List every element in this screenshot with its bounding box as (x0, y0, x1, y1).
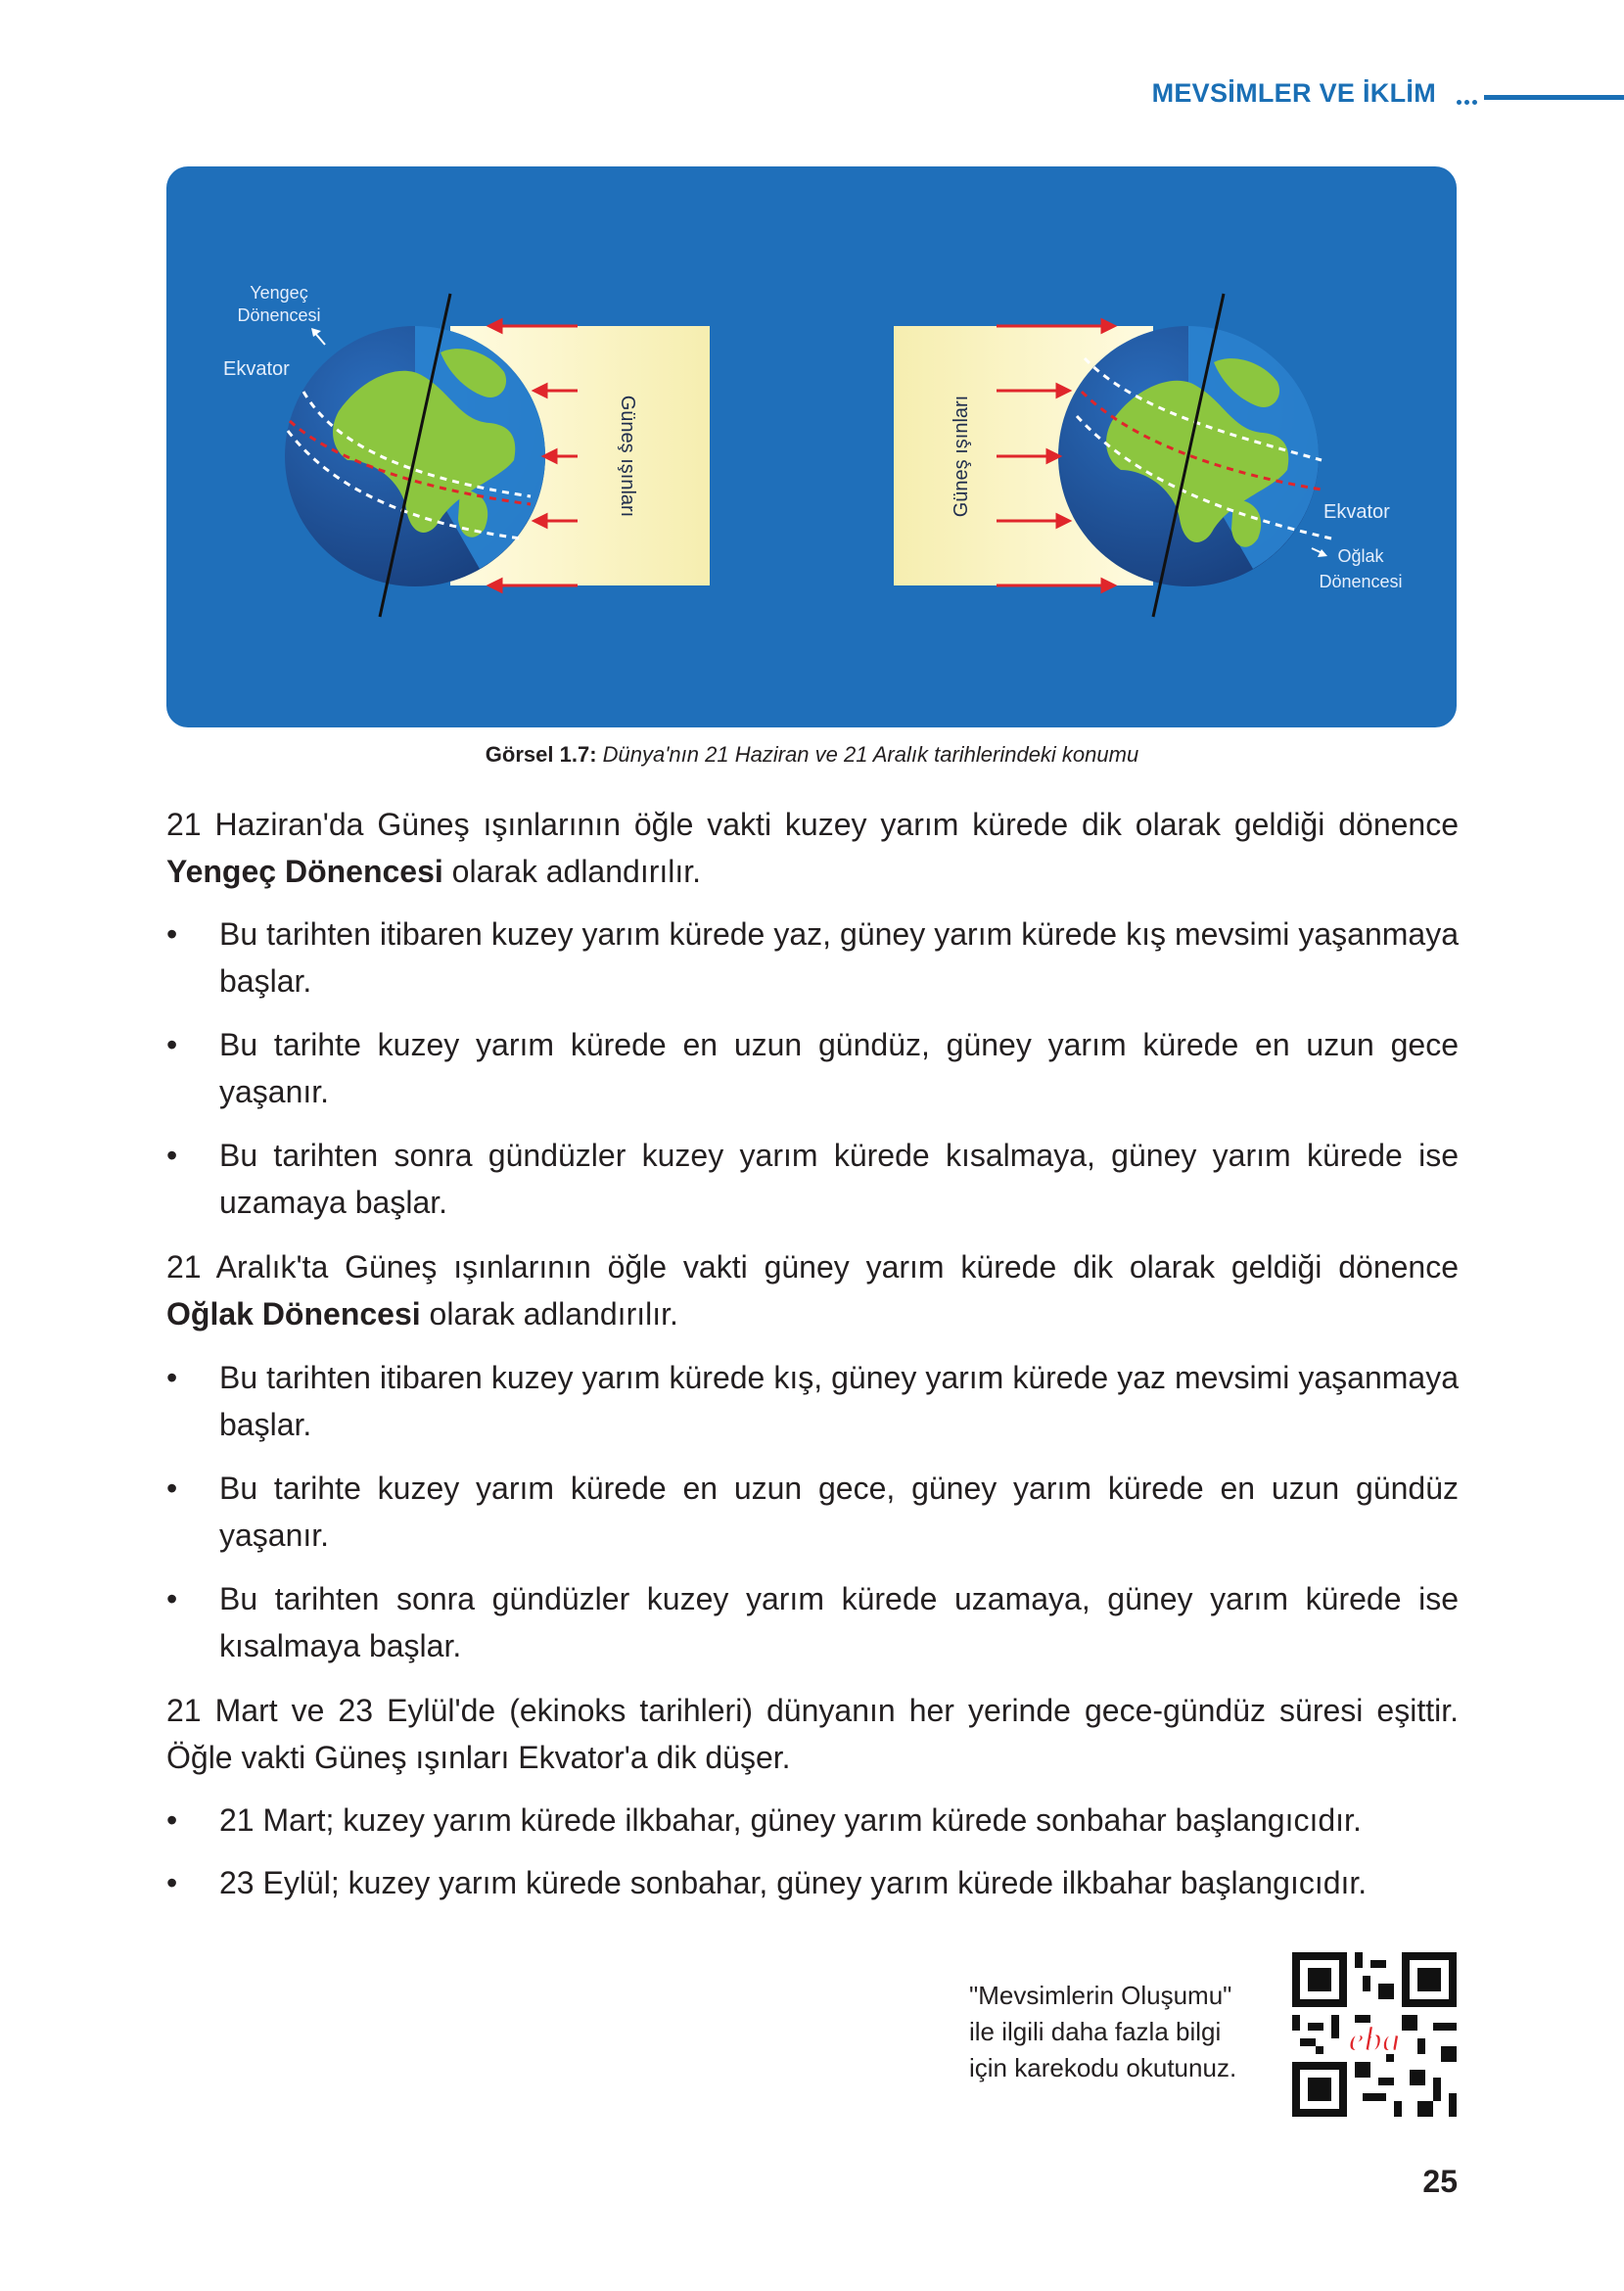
qr-note-line-2: ile ilgili daha fazla bilgi (969, 2017, 1222, 2046)
caption-text: Dünya'nın 21 Haziran ve 21 Aralık tarihlerindeki konumu (602, 742, 1139, 767)
december-intro-text: 21 Aralık'ta Güneş ışınlarının öğle vakti güney yarım kürede dik olarak geldiği dönence (166, 1249, 1459, 1285)
equinox-bullet-2: 23 Eylül; kuzey yarım kürede sonbahar, güney yarım kürede ilkbahar başlangıcıdır. (219, 1865, 1368, 1900)
earth-solstice-diagram (166, 166, 1457, 727)
equator-label-right: Ekvator (1323, 501, 1390, 523)
equinox-intro: 21 Mart ve 23 Eylül'de (ekinoks tarihleri) dünyanın her yerinde gece-gündüz süresi eşittir. Öğle vakti Güneş ışınları Ekvator'a dik düşer. (166, 1693, 1459, 1775)
header-dots (1457, 92, 1486, 98)
qr-note (969, 1978, 1282, 2086)
june-bullet-1: Bu tarihten itibaren kuzey yarım kürede yaz, güney yarım kürede kış mevsimi yaşanmaya başlar. (219, 916, 1459, 999)
list-item: • Bu tarihten sonra gündüzler kuzey yarım kürede kısalmaya, güney yarım kürede ise uzamaya başlar. (166, 1132, 1459, 1226)
list-item: • 21 Mart; kuzey yarım kürede ilkbahar, güney yarım kürede sonbahar başlangıcıdır. (166, 1797, 1459, 1844)
tropic-label-right-1: Oğlak (1337, 546, 1384, 566)
equinox-bullet-1: 21 Mart; kuzey yarım kürede ilkbahar, güney yarım kürede sonbahar başlangıcıdır. (219, 1802, 1362, 1838)
list-item: • Bu tarihten itibaren kuzey yarım kürede kış, güney yarım kürede yaz mevsimi yaşanmaya başlar. (166, 1354, 1459, 1448)
eba-logo: eba (1348, 2018, 1401, 2059)
june-outro: olarak adlandırılır. (451, 854, 702, 889)
chapter-title: MEVSİMLER VE İKLİM (1151, 78, 1436, 108)
qr-code[interactable] (1292, 1952, 1457, 2117)
seasons-figure (166, 166, 1457, 727)
rays-label-left: Güneş ışınları (617, 395, 638, 518)
june-bullet-2: Bu tarihte kuzey yarım kürede en uzun gündüz, güney yarım kürede en uzun gece yaşanır. (219, 1027, 1459, 1109)
list-item: • Bu tarihte kuzey yarım kürede en uzun gündüz, güney yarım kürede en uzun gece yaşanır. (166, 1021, 1459, 1115)
rays-label-right: Güneş ışınları (951, 395, 972, 518)
page-number: 25 (1422, 2164, 1458, 2199)
figure-caption (0, 742, 1624, 768)
header-rule (1484, 95, 1624, 100)
qr-note-line-1: "Mevsimlerin Oluşumu" (969, 1981, 1232, 2010)
tropic-label-right-2: Dönencesi (1319, 572, 1403, 591)
tropic-label-left-2: Dönencesi (237, 305, 321, 325)
june-keyword: Yengeç Dönencesi (166, 854, 443, 889)
list-item: • Bu tarihten itibaren kuzey yarım kürede yaz, güney yarım kürede kış mevsimi yaşanmaya başlar. (166, 911, 1459, 1005)
list-item: • Bu tarihten sonra gündüzler kuzey yarım kürede uzamaya, güney yarım kürede ise kısalmaya başlar. (166, 1575, 1459, 1669)
december-bullet-3: Bu tarihten sonra gündüzler kuzey yarım kürede uzamaya, güney yarım kürede ise kısalmaya başlar. (219, 1581, 1459, 1663)
list-item: • Bu tarihte kuzey yarım kürede en uzun gece, güney yarım kürede en uzun gündüz yaşanır. (166, 1465, 1459, 1559)
december-bullet-1: Bu tarihten itibaren kuzey yarım kürede kış, güney yarım kürede yaz mevsimi yaşanmaya başlar. (219, 1360, 1459, 1442)
qr-note-line-3: için karekodu okutunuz. (969, 2053, 1237, 2082)
december-intro (166, 1243, 1459, 1337)
caption-label: Görsel 1.7: (485, 742, 597, 767)
list-item: • 23 Eylül; kuzey yarım kürede sonbahar, güney yarım kürede ilkbahar başlangıcıdır. (166, 1859, 1459, 1906)
june-intro (166, 801, 1459, 895)
june-intro-text: 21 Haziran'da Güneş ışınlarının öğle vakti kuzey yarım kürede dik olarak geldiği dönence (166, 807, 1459, 842)
december-bullet-2: Bu tarihte kuzey yarım kürede en uzun gece, güney yarım kürede en uzun gündüz yaşanır. (219, 1471, 1459, 1553)
june-bullet-3: Bu tarihten sonra gündüzler kuzey yarım kürede kısalmaya, güney yarım kürede ise uzamaya başlar. (219, 1138, 1459, 1220)
tropic-label-left-1: Yengeç (250, 283, 308, 303)
equator-label-left: Ekvator (223, 358, 290, 380)
december-keyword: Oğlak Dönencesi (166, 1296, 421, 1332)
december-outro: olarak adlandırılır. (429, 1296, 678, 1332)
